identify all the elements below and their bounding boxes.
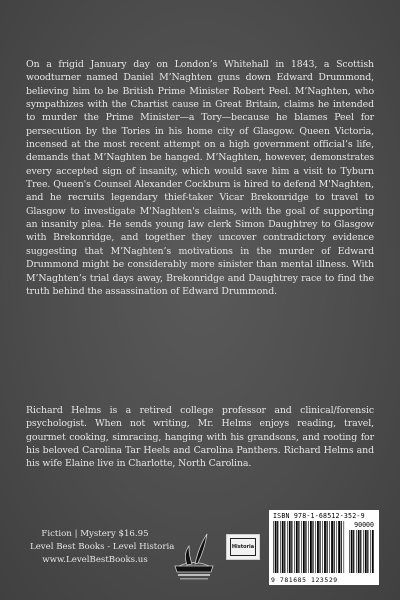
barcode-digits: 9 781685 123529 (271, 576, 338, 584)
historia-logo-label: Historia (230, 538, 256, 556)
price-addon-barcode-bars (349, 530, 374, 573)
publisher-imprints: Level Best Books - Level Historia (30, 542, 175, 552)
barcode-price-code: 90000 (354, 521, 374, 529)
level-best-books-logo (165, 528, 223, 584)
isbn-label: ISBN 978-1-68512-352-9 (273, 512, 365, 520)
author-bio: Richard Helms is a retired college professor and clinical/forensic psychologist. When not writing, Mr. Helms enjoys reading, travel, gourmet cooking, simracing, hanging with his grandsons, and rooting for his beloved Carolina Tar Heels and Carolina Panthers. Richard Helms and his wife Elaine live in Charlotte, North Carolina. (26, 405, 374, 470)
publisher-info (30, 528, 175, 567)
quill-and-book-logo-icon (165, 528, 223, 584)
historia-logo (226, 534, 260, 560)
book-synopsis: On a frigid January day on London’s Whitehall in 1843, a Scottish woodturner named Daniel M’Naghten guns down Edward Drummond, believing him to be British Prime Minister Robert Peel. M’Naghten, who sympathizes with the Chartist cause in Great Britain, claims he intended to murder the Prime Minister—a Tory—because he blames Peel for persecution by the Tories in his home city of Glasgow. Queen Victoria, incensed at the most recent attempt on a high government official’s life, demands that M’Naghten be hanged. M’Naghten, however, demonstrates every accepted sign of insanity, which would save him a visit to Tyburn Tree. Queen's Counsel Alexander Cockburn is hired to defend M'Naghten, and he recruits legendary thief-taker Vicar Brekonridge to travel to Glasgow to investigate M'Naghten's claims, with the goal of supporting an insanity plea. He sends young law clerk Simon Daughtrey to Glasgow with Brekonridge, and together they uncover contradictory evidence suggesting that M’Naghten’s motivations in the murder of Edward Drummond might be considerably more sinister than mental illness. With M’Naghten’s trial days away, Brekonridge and Daughtrey race to find the truth behind the assassination of Edward Drummond. (26, 59, 374, 297)
genre-price: Fiction | Mystery $16.95 (41, 529, 149, 539)
publisher-website: www.LevelBestBooks.us (42, 555, 148, 565)
ean-barcode-bars (273, 521, 345, 573)
isbn-barcode (269, 510, 379, 585)
